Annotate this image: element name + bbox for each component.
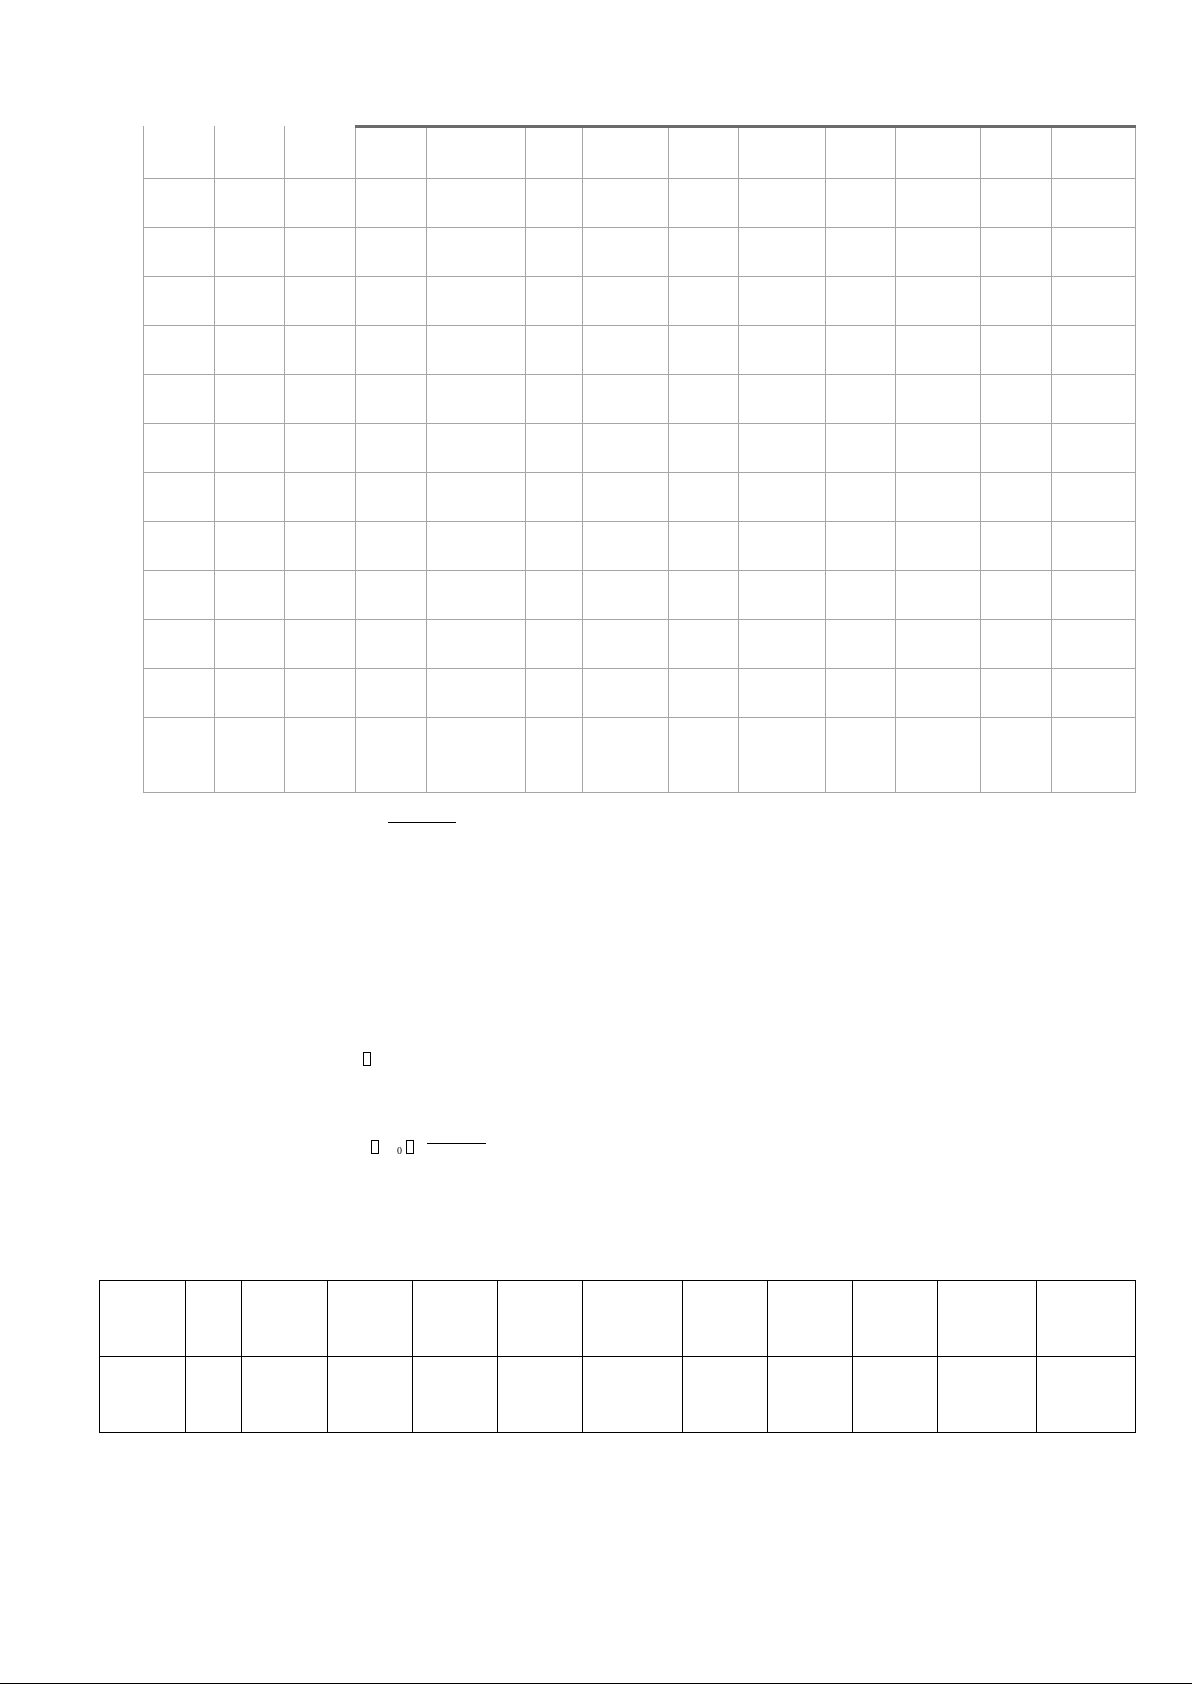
table-cell	[498, 1357, 583, 1433]
table-cell	[981, 375, 1052, 424]
table-cell	[427, 620, 526, 669]
table-cell	[938, 1357, 1037, 1433]
table-cell	[739, 669, 826, 718]
page-bottom-rule	[0, 1683, 1192, 1684]
table-cell	[739, 228, 826, 277]
table-row	[144, 571, 1136, 620]
table-cell	[1052, 571, 1136, 620]
table-row	[144, 718, 1136, 793]
table-row	[144, 375, 1136, 424]
table-cell	[144, 718, 215, 793]
table-cell	[981, 571, 1052, 620]
table-cell	[826, 522, 896, 571]
table-cell	[739, 522, 826, 571]
table-cell	[356, 326, 427, 375]
table-cell	[100, 1357, 186, 1433]
table-cell	[285, 326, 356, 375]
table-cell	[669, 326, 739, 375]
table-cell	[938, 1281, 1037, 1357]
table-cell	[413, 1281, 498, 1357]
table-cell	[186, 1281, 242, 1357]
table-cell	[427, 473, 526, 522]
table-cell	[826, 718, 896, 793]
table-cell	[683, 1357, 768, 1433]
table-cell	[427, 326, 526, 375]
table-row	[144, 228, 1136, 277]
table-cell	[285, 473, 356, 522]
table-cell	[981, 179, 1052, 228]
table-cell	[144, 127, 215, 179]
table-cell	[526, 620, 583, 669]
table-cell	[1052, 620, 1136, 669]
table-cell	[526, 326, 583, 375]
table-cell	[739, 620, 826, 669]
table-cell	[215, 620, 285, 669]
table-cell	[739, 473, 826, 522]
table-cell	[739, 375, 826, 424]
table-cell	[1052, 326, 1136, 375]
table-cell	[583, 571, 669, 620]
table-cell	[981, 127, 1052, 179]
table-cell	[526, 424, 583, 473]
table-cell	[981, 620, 1052, 669]
table-cell	[1052, 127, 1136, 179]
table-cell	[285, 277, 356, 326]
table-cell	[427, 375, 526, 424]
table-cell	[896, 127, 981, 179]
bordered-table	[99, 1280, 1136, 1433]
table-cell	[583, 1281, 683, 1357]
missing-glyph-icon	[371, 1140, 379, 1154]
table-cell	[144, 473, 215, 522]
table-cell	[526, 571, 583, 620]
table-row	[100, 1281, 1136, 1357]
table-cell	[215, 326, 285, 375]
missing-glyph-icon	[406, 1140, 414, 1154]
table-cell	[981, 228, 1052, 277]
table-cell	[526, 179, 583, 228]
table-cell	[100, 1281, 186, 1357]
table-cell	[981, 718, 1052, 793]
table-cell	[144, 522, 215, 571]
table-cell	[356, 571, 427, 620]
table-cell	[215, 277, 285, 326]
table-cell	[669, 473, 739, 522]
table-cell	[526, 127, 583, 179]
table-cell	[669, 179, 739, 228]
table-cell	[356, 620, 427, 669]
table-cell	[981, 277, 1052, 326]
table-cell	[1052, 277, 1136, 326]
table-cell	[826, 277, 896, 326]
table-cell	[853, 1281, 938, 1357]
table-cell	[1052, 179, 1136, 228]
fraction-bar	[427, 1143, 486, 1144]
table-cell	[215, 127, 285, 179]
table-row	[100, 1357, 1136, 1433]
table-cell	[526, 375, 583, 424]
table-cell	[285, 522, 356, 571]
table-cell	[683, 1281, 768, 1357]
table-cell	[526, 277, 583, 326]
table-cell	[583, 228, 669, 277]
table-cell	[583, 179, 669, 228]
table-cell	[215, 424, 285, 473]
table-cell	[739, 277, 826, 326]
table-cell	[526, 228, 583, 277]
table-cell	[356, 375, 427, 424]
table-cell	[215, 718, 285, 793]
table-cell	[1052, 375, 1136, 424]
table-cell	[739, 424, 826, 473]
table-cell	[768, 1281, 853, 1357]
table-cell	[356, 277, 427, 326]
table-row	[144, 473, 1136, 522]
table-cell	[1052, 228, 1136, 277]
bordered-body	[100, 1281, 1136, 1433]
table-cell	[669, 127, 739, 179]
table-cell	[144, 179, 215, 228]
fraction-bar	[388, 822, 456, 823]
table-cell	[826, 179, 896, 228]
table-cell	[1037, 1281, 1136, 1357]
table-cell	[356, 228, 427, 277]
table-cell	[356, 179, 427, 228]
table-cell	[144, 669, 215, 718]
table-cell	[285, 669, 356, 718]
table-cell	[826, 571, 896, 620]
table-cell	[242, 1281, 328, 1357]
table-cell	[583, 277, 669, 326]
table-cell	[427, 179, 526, 228]
table-cell	[826, 424, 896, 473]
table-cell	[583, 522, 669, 571]
table-cell	[583, 375, 669, 424]
grid-table	[143, 125, 1136, 793]
table-cell	[144, 424, 215, 473]
table-cell	[669, 424, 739, 473]
table-cell	[896, 473, 981, 522]
formula-subscript: 0	[397, 1146, 402, 1157]
table-cell	[144, 228, 215, 277]
table-cell	[583, 473, 669, 522]
table-cell	[498, 1281, 583, 1357]
table-cell	[215, 179, 285, 228]
table-cell	[853, 1357, 938, 1433]
table-cell	[896, 669, 981, 718]
table-cell	[144, 326, 215, 375]
table-cell	[215, 473, 285, 522]
table-cell	[215, 375, 285, 424]
table-cell	[669, 228, 739, 277]
table-cell	[669, 522, 739, 571]
table-cell	[144, 620, 215, 669]
table-cell	[285, 571, 356, 620]
table-cell	[669, 669, 739, 718]
table-cell	[427, 522, 526, 571]
table-cell	[583, 669, 669, 718]
table-cell	[356, 522, 427, 571]
table-cell	[427, 424, 526, 473]
table-cell	[981, 473, 1052, 522]
table-cell	[215, 571, 285, 620]
table-cell	[896, 375, 981, 424]
table-cell	[285, 718, 356, 793]
table-row	[144, 424, 1136, 473]
table-cell	[826, 375, 896, 424]
table-cell	[413, 1357, 498, 1433]
table-cell	[356, 718, 427, 793]
table-row	[144, 669, 1136, 718]
table-cell	[981, 424, 1052, 473]
table-cell	[583, 326, 669, 375]
table-cell	[826, 620, 896, 669]
table-cell	[896, 326, 981, 375]
table-cell	[285, 375, 356, 424]
table-cell	[356, 127, 427, 179]
table-cell	[285, 228, 356, 277]
table-row	[144, 522, 1136, 571]
table-cell	[981, 522, 1052, 571]
table-row	[144, 179, 1136, 228]
table-cell	[896, 277, 981, 326]
table-cell	[215, 228, 285, 277]
table-cell	[583, 127, 669, 179]
table-cell	[669, 620, 739, 669]
table-cell	[896, 718, 981, 793]
missing-glyph-icon	[363, 1052, 371, 1066]
table-cell	[1052, 424, 1136, 473]
table-cell	[285, 424, 356, 473]
table-cell	[739, 179, 826, 228]
table-cell	[356, 669, 427, 718]
table-cell	[669, 375, 739, 424]
table-cell	[583, 718, 669, 793]
table-cell	[1052, 669, 1136, 718]
table-cell	[739, 326, 826, 375]
table-cell	[739, 718, 826, 793]
table-cell	[669, 277, 739, 326]
table-cell	[526, 522, 583, 571]
table-cell	[328, 1281, 413, 1357]
table-cell	[427, 571, 526, 620]
table-cell	[826, 473, 896, 522]
table-cell	[583, 1357, 683, 1433]
table-cell	[896, 620, 981, 669]
table-row	[144, 277, 1136, 326]
table-cell	[328, 1357, 413, 1433]
table-cell	[896, 571, 981, 620]
table-cell	[896, 424, 981, 473]
table-cell	[427, 277, 526, 326]
table-row	[144, 620, 1136, 669]
table-cell	[583, 424, 669, 473]
table-cell	[981, 669, 1052, 718]
table-cell	[285, 179, 356, 228]
table-cell	[896, 179, 981, 228]
table-cell	[526, 669, 583, 718]
table-cell	[826, 669, 896, 718]
table-cell	[285, 620, 356, 669]
table-cell	[427, 718, 526, 793]
grid-body	[144, 127, 1136, 793]
table-cell	[1052, 473, 1136, 522]
table-cell	[242, 1357, 328, 1433]
table-cell	[669, 718, 739, 793]
table-row	[144, 127, 1136, 179]
table-cell	[215, 522, 285, 571]
table-cell	[826, 326, 896, 375]
table-cell	[739, 571, 826, 620]
table-cell	[896, 228, 981, 277]
table-cell	[285, 127, 356, 179]
table-cell	[427, 127, 526, 179]
table-cell	[1052, 522, 1136, 571]
table-cell	[1037, 1357, 1136, 1433]
table-cell	[186, 1357, 242, 1433]
table-cell	[669, 571, 739, 620]
table-cell	[144, 277, 215, 326]
table-cell	[356, 473, 427, 522]
table-cell	[739, 127, 826, 179]
table-row	[144, 326, 1136, 375]
table-cell	[826, 127, 896, 179]
table-cell	[144, 375, 215, 424]
table-cell	[356, 424, 427, 473]
table-cell	[981, 326, 1052, 375]
table-cell	[583, 620, 669, 669]
table-cell	[427, 669, 526, 718]
table-cell	[427, 228, 526, 277]
table-cell	[526, 718, 583, 793]
table-cell	[526, 473, 583, 522]
table-cell	[826, 228, 896, 277]
table-cell	[144, 571, 215, 620]
table-cell	[215, 669, 285, 718]
table-cell	[896, 522, 981, 571]
table-cell	[1052, 718, 1136, 793]
table-cell	[768, 1357, 853, 1433]
